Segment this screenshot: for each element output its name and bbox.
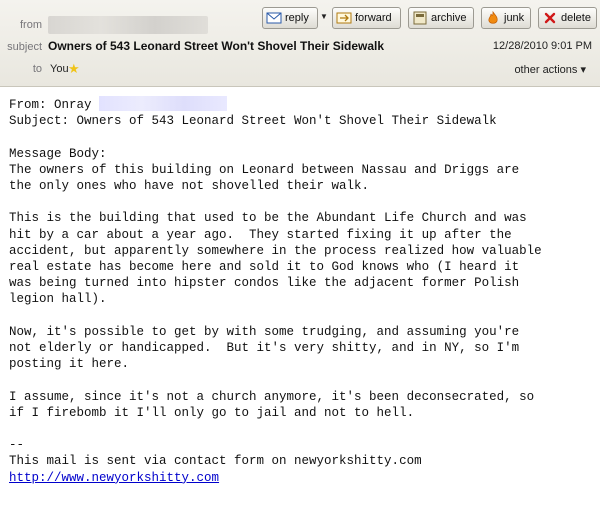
subject-text: Owners of 543 Leonard Street Won't Shovel Their Sidewalk	[48, 39, 385, 53]
signature-link[interactable]: http://www.newyorkshitty.com	[9, 470, 220, 485]
reply-button[interactable]	[262, 7, 318, 29]
star-icon[interactable]: ★	[68, 61, 80, 76]
paragraph-1: The owners of this building on Leonard between Nassau and Driggs are the only ones who have not shovelled their walk.	[9, 162, 520, 194]
message-header	[0, 0, 600, 87]
archive-label: archive	[431, 12, 467, 24]
to-value: You	[50, 63, 69, 75]
from-label: from	[20, 19, 42, 31]
delete-x-icon	[542, 10, 558, 26]
message-date: 12/28/2010 9:01 PM	[492, 40, 592, 52]
reply-icon	[266, 10, 282, 26]
junk-button[interactable]	[481, 7, 531, 29]
forward-button[interactable]	[332, 7, 401, 29]
forward-icon	[336, 10, 352, 26]
signature-separator: --	[9, 438, 25, 453]
forward-label: forward	[355, 12, 392, 24]
message-body	[9, 96, 594, 486]
body-label: Message Body:	[9, 146, 107, 161]
paragraph-2: This is the building that used to be the Abundant Life Church and was hit by a car about a year ago. They started fixing it up after the accident, but apparently somewhere in the process realized how valuable real estate has become here and sold it to God knows who (I heard it was being turned into hipster condos like the adjacent former Polish legion hall).	[9, 211, 542, 307]
subject-line: Subject: Owners of 543 Leonard Street Won't Shovel Their Sidewalk	[9, 114, 497, 129]
to-label: to	[32, 63, 42, 75]
archive-icon	[412, 10, 428, 26]
signature-line: This mail is sent via contact form on newyorkshitty.com	[9, 454, 422, 469]
reply-label: reply	[285, 12, 309, 24]
fire-icon	[485, 10, 501, 26]
delete-button[interactable]	[538, 7, 597, 29]
delete-label: delete	[561, 12, 591, 24]
reply-dropdown-chevron-icon[interactable]: ▼	[320, 12, 328, 21]
paragraph-3: Now, it's possible to get by with some trudging, and assuming you're not elderly or handicapped. But it's very shitty, and in NY, so I'm posting it here.	[9, 324, 520, 372]
from-line: From: Onray	[9, 98, 92, 112]
redacted-email	[99, 96, 227, 111]
junk-label: junk	[504, 12, 525, 24]
paragraph-4: I assume, since it's not a church anymore, it's been deconsecrated, so if I firebomb it I'll only go to jail and not to hell.	[9, 389, 535, 420]
archive-button[interactable]	[408, 7, 474, 29]
other-actions-menu[interactable]: other actions ▾	[514, 64, 586, 76]
subject-label: subject	[7, 41, 42, 53]
from-value-redacted	[48, 16, 208, 34]
